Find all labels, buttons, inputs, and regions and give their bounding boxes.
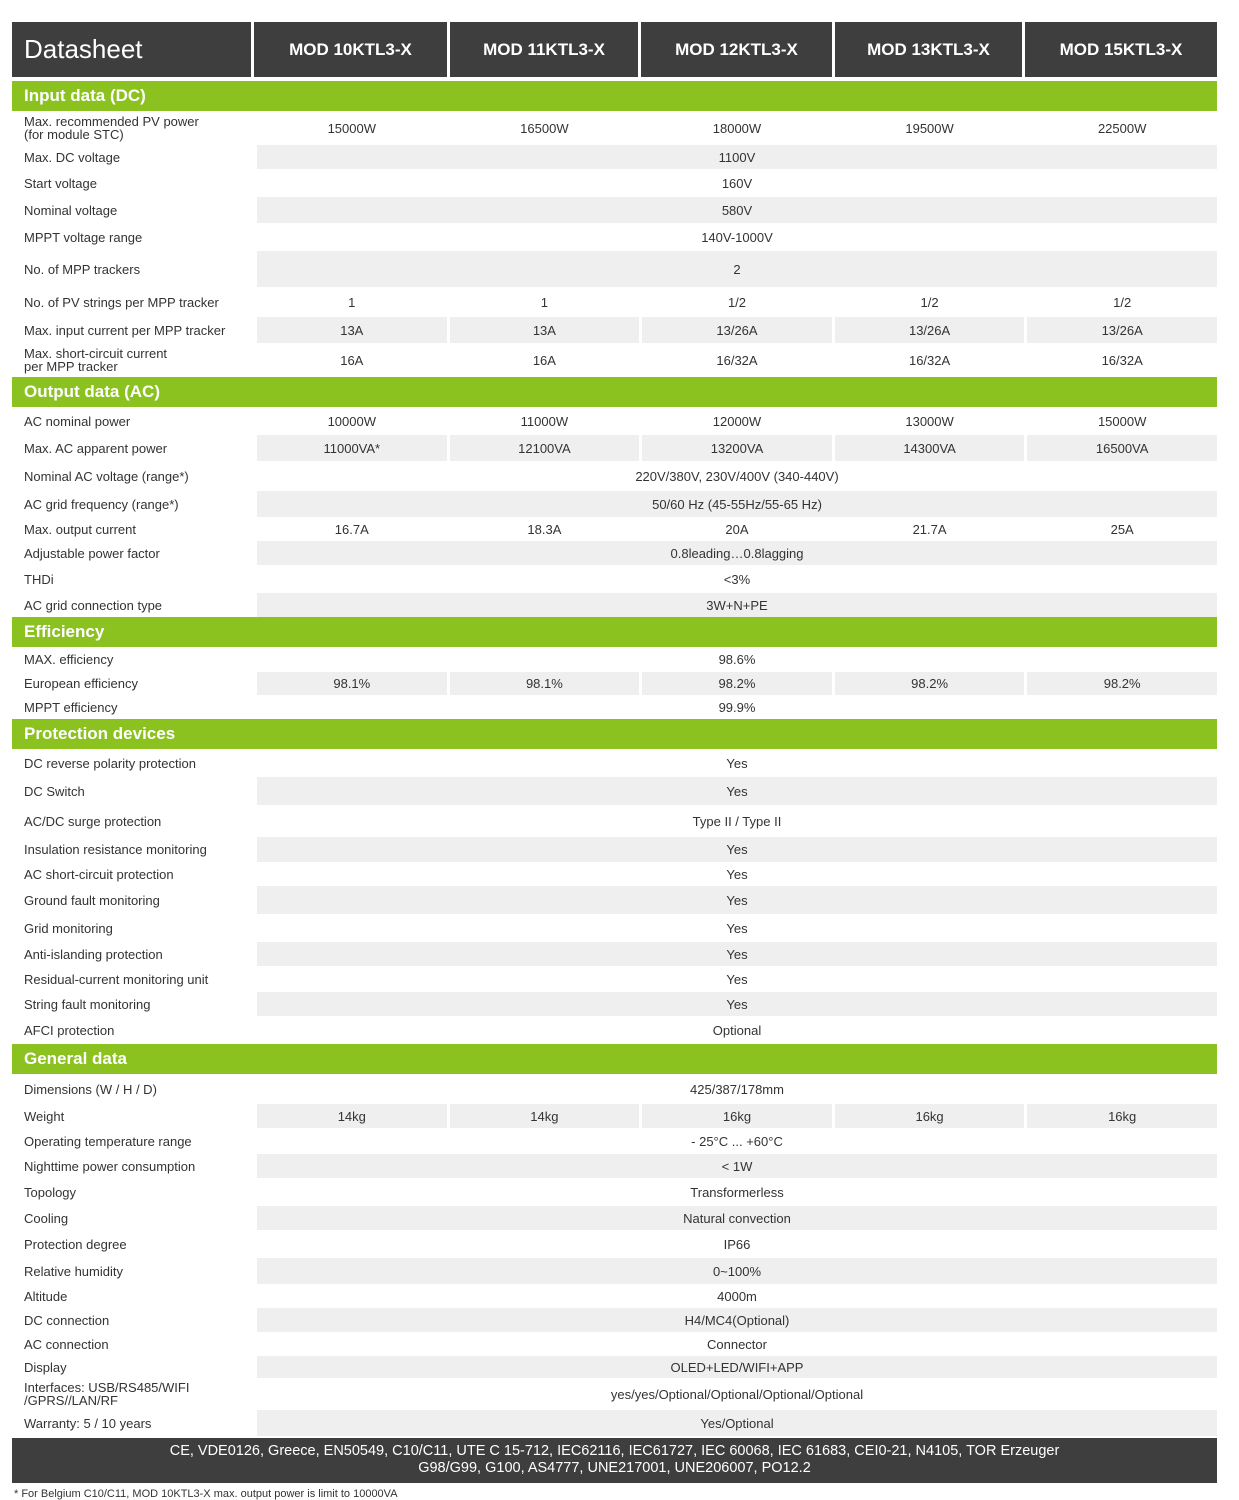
value-cell: 16/32A (908, 352, 951, 368)
row-label: MPPT efficiency (24, 699, 118, 715)
table-row (12, 1128, 1217, 1154)
value-cell-spanning: Natural convection (257, 1206, 1217, 1230)
value-cell-spanning: Yes/Optional (257, 1410, 1217, 1436)
row-label: DC reverse polarity protection (24, 755, 196, 771)
table-row (12, 491, 1217, 517)
row-values (254, 145, 1217, 169)
value-cell-spanning: OLED+LED/WIFI+APP (257, 1356, 1217, 1378)
row-label: Start voltage (24, 175, 97, 191)
value-cell-spanning: - 25°C ... +60°C (691, 1133, 783, 1149)
row-values (254, 1074, 1217, 1104)
row-label: AC nominal power (24, 413, 131, 429)
value-cell-spanning: 580V (257, 197, 1217, 223)
value-cell-spanning: 425/387/178mm (690, 1081, 784, 1097)
row-label: AC short-circuit protection (24, 866, 174, 882)
row-values (254, 169, 1217, 197)
row-label: MPPT voltage range (24, 229, 143, 245)
table-header (12, 22, 1217, 77)
table-row (12, 1356, 1217, 1378)
section-header: General data (12, 1044, 1217, 1074)
table-row (12, 749, 1217, 777)
table-row (12, 1074, 1217, 1104)
row-values (254, 862, 1217, 886)
row-values (254, 942, 1217, 966)
row-label: DC Switch (24, 783, 85, 799)
table-row (12, 862, 1217, 886)
row-label: String fault monitoring (24, 996, 151, 1012)
value-cell-spanning: 50/60 Hz (45-55Hz/55-65 Hz) (257, 491, 1217, 517)
row-values (254, 1284, 1217, 1308)
row-values (254, 914, 1217, 942)
table-row (12, 461, 1217, 491)
row-values (254, 1410, 1217, 1436)
value-cell: 13A (450, 317, 640, 343)
row-values (254, 749, 1217, 777)
row-values (254, 435, 1217, 461)
row-label: Max. DC voltage (24, 149, 121, 165)
row-values (254, 1154, 1217, 1178)
value-cell-spanning: Yes (257, 942, 1217, 966)
table-row (12, 695, 1217, 719)
row-label: Operating temperature range (24, 1133, 192, 1149)
value-cell-spanning: 99.9% (718, 699, 756, 715)
table-row (12, 111, 1217, 145)
table-row (12, 565, 1217, 593)
footnote: * For Belgium C10/C11, MOD 10KTL3-X max. output power is limit to 10000VA (14, 1488, 398, 1500)
row-values (254, 287, 1217, 317)
row-values (254, 197, 1217, 223)
row-label: MAX. efficiency (24, 652, 114, 667)
table-row (12, 223, 1217, 251)
row-label: Ground fault monitoring (24, 892, 160, 908)
value-cell-spanning: IP66 (723, 1236, 751, 1252)
table-row (12, 992, 1217, 1016)
value-cell-spanning: 3W+N+PE (257, 593, 1217, 617)
value-cell-spanning: 4000m (717, 1288, 757, 1304)
row-label: Grid monitoring (24, 920, 113, 936)
row-label: THDi (24, 571, 54, 587)
value-cell-spanning: 220V/380V, 230V/400V (340-440V) (635, 468, 839, 484)
table-row (12, 914, 1217, 942)
row-values (254, 992, 1217, 1016)
value-cell-spanning: 0.8leading…0.8lagging (257, 541, 1217, 565)
row-label: Altitude (24, 1288, 68, 1304)
model-header-5: MOD 15KTL3-X (1025, 22, 1217, 77)
value-cell-spanning: 2 (257, 251, 1217, 287)
row-values (254, 407, 1217, 435)
section-header: Output data (AC) (12, 377, 1217, 407)
value-cell: 15000W (327, 120, 376, 136)
table-row (12, 1104, 1217, 1128)
table-row (12, 541, 1217, 565)
table-row (12, 1378, 1217, 1410)
row-values (254, 541, 1217, 565)
row-values (254, 565, 1217, 593)
row-label: Weight (24, 1108, 65, 1124)
row-values (254, 491, 1217, 517)
row-values (254, 777, 1217, 805)
value-cell-spanning: Yes (726, 755, 748, 771)
value-cell: 1 (540, 294, 548, 310)
value-cell: 98.2% (1027, 672, 1217, 695)
table-row (12, 517, 1217, 541)
row-label: AFCI protection (24, 1022, 115, 1038)
row-values (254, 1258, 1217, 1284)
value-cell: 16kg (642, 1104, 832, 1128)
value-cell: 14300VA (835, 435, 1025, 461)
value-cell: 11000VA* (257, 435, 447, 461)
value-cell: 15000W (1097, 413, 1147, 429)
table-row (12, 1154, 1217, 1178)
table-row (12, 435, 1217, 461)
row-label: Anti-islanding protection (24, 946, 163, 962)
table-row (12, 197, 1217, 223)
value-cell: 13/26A (835, 317, 1025, 343)
table-row (12, 169, 1217, 197)
row-values (254, 517, 1217, 541)
section-header: Protection devices (12, 719, 1217, 749)
table-row (12, 1016, 1217, 1044)
section-header: Input data (DC) (12, 81, 1217, 111)
row-label: Protection degree (24, 1236, 127, 1252)
value-cell: 18000W (712, 120, 762, 136)
value-cell: 98.2% (642, 672, 832, 695)
row-values (254, 593, 1217, 617)
value-cell-spanning: Optional (712, 1022, 762, 1038)
row-label: AC connection (24, 1336, 109, 1352)
row-values (254, 695, 1217, 719)
row-values (254, 1356, 1217, 1378)
value-cell: 19500W (905, 120, 954, 136)
value-cell: 1/2 (727, 294, 747, 310)
row-label: AC grid connection type (24, 597, 163, 613)
value-cell: 16500VA (1027, 435, 1217, 461)
table-row (12, 1178, 1217, 1206)
table-row (12, 837, 1217, 862)
row-values (254, 837, 1217, 862)
value-cell: 21.7A (912, 521, 947, 537)
value-cell: 13A (257, 317, 447, 343)
row-values (254, 1178, 1217, 1206)
model-header-1: MOD 10KTL3-X (254, 22, 447, 77)
value-cell: 98.2% (835, 672, 1025, 695)
table-row (12, 1230, 1217, 1258)
row-values (254, 672, 1217, 695)
row-values (254, 111, 1217, 145)
value-cell-spanning: < 1W (257, 1154, 1217, 1178)
table-row (12, 647, 1217, 672)
row-label: Insulation resistance monitoring (24, 842, 207, 857)
table-row (12, 1410, 1217, 1436)
row-values (254, 1378, 1217, 1410)
value-cell: 16kg (835, 1104, 1025, 1128)
table-row (12, 593, 1217, 617)
row-label: Cooling (24, 1210, 69, 1226)
row-values (254, 317, 1217, 343)
row-label: DC connection (24, 1312, 110, 1328)
value-cell: 1 (348, 294, 356, 310)
value-cell-spanning: Connector (707, 1336, 767, 1352)
value-cell: 12000W (712, 413, 762, 429)
value-cell-spanning: H4/MC4(Optional) (257, 1308, 1217, 1332)
table-row (12, 966, 1217, 992)
value-cell-spanning: <3% (723, 571, 751, 587)
row-label: AC/DC surge protection (24, 813, 162, 829)
table-row (12, 407, 1217, 435)
value-cell: 13200VA (642, 435, 832, 461)
row-label: Display (24, 1359, 67, 1375)
value-cell-spanning: 140V-1000V (701, 229, 773, 245)
table-row (12, 317, 1217, 343)
value-cell: 10000W (327, 413, 376, 429)
value-cell-spanning: Transformerless (690, 1184, 784, 1200)
value-cell: 13000W (905, 413, 954, 429)
row-label: Dimensions (W / H / D) (24, 1081, 157, 1097)
value-cell: 22500W (1097, 120, 1147, 136)
row-values (254, 1128, 1217, 1154)
value-cell: 98.1% (257, 672, 447, 695)
value-cell: 16kg (1027, 1104, 1217, 1128)
row-label: Nighttime power consumption (24, 1158, 196, 1174)
value-cell-spanning: yes/yes/Optional/Optional/Optional/Optional (610, 1386, 864, 1402)
table-body (12, 81, 1217, 1436)
datasheet-table (12, 22, 1217, 1483)
table-row (12, 886, 1217, 914)
value-cell: 16/32A (716, 352, 758, 368)
row-label: Adjustable power factor (24, 545, 160, 561)
value-cell: 16.7A (334, 521, 369, 537)
value-cell: 12100VA (450, 435, 640, 461)
value-cell-spanning: 160V (721, 175, 753, 191)
row-label: AC grid frequency (range*) (24, 496, 179, 512)
row-label: Relative humidity (24, 1263, 123, 1279)
row-values (254, 1332, 1217, 1356)
row-values (254, 805, 1217, 837)
value-cell-spanning: Yes (726, 971, 748, 987)
row-values (254, 1230, 1217, 1258)
table-row (12, 287, 1217, 317)
value-cell-spanning: Yes (726, 866, 748, 882)
row-label: Warranty: 5 / 10 years (24, 1415, 152, 1431)
row-values (254, 1016, 1217, 1044)
table-row (12, 145, 1217, 169)
table-row (12, 777, 1217, 805)
row-label: Nominal AC voltage (range*) (24, 468, 189, 484)
row-label: Interfaces: USB/RS485/WIFI /GPRS//LAN/RF (24, 1380, 190, 1408)
row-values (254, 1104, 1217, 1128)
row-label: Max. recommended PV power (for module STC) (24, 114, 199, 142)
value-cell: 18.3A (527, 521, 562, 537)
row-values (254, 251, 1217, 287)
value-cell: 14kg (450, 1104, 640, 1128)
value-cell: 13/26A (642, 317, 832, 343)
value-cell: 25A (1110, 521, 1134, 537)
row-label: Topology (24, 1184, 77, 1200)
row-values (254, 461, 1217, 491)
model-header-3: MOD 12KTL3-X (641, 22, 832, 77)
row-label: Max. output current (24, 521, 136, 537)
value-cell-spanning: 0~100% (257, 1258, 1217, 1284)
section-header: Efficiency (12, 617, 1217, 647)
value-cell: 1/2 (1113, 294, 1132, 310)
row-label: Max. AC apparent power (24, 440, 168, 456)
value-cell: 16500W (520, 120, 569, 136)
row-values (254, 966, 1217, 992)
value-cell-spanning: Type II / Type II (692, 813, 782, 829)
row-values (254, 1308, 1217, 1332)
row-label: No. of MPP trackers (24, 261, 141, 277)
value-cell-spanning: Yes (257, 886, 1217, 914)
value-cell: 16A (340, 352, 364, 368)
value-cell: 13/26A (1027, 317, 1217, 343)
value-cell-spanning: Yes (257, 777, 1217, 805)
model-header-2: MOD 11KTL3-X (450, 22, 638, 77)
row-label: European efficiency (24, 676, 138, 691)
table-row (12, 942, 1217, 966)
table-row (12, 1206, 1217, 1230)
row-label: Residual-current monitoring unit (24, 971, 209, 987)
row-label: No. of PV strings per MPP tracker (24, 294, 219, 310)
row-values (254, 223, 1217, 251)
row-values (254, 343, 1217, 377)
value-cell: 98.1% (450, 672, 640, 695)
certifications-line-1: CE, VDE0126, Greece, EN50549, C10/C11, UTE C 15-712, IEC62116, IEC61727, IEC 60068, IEC 61683, CEI0-21, N4105, TOR Erzeuger (169, 1443, 1060, 1459)
certifications-line-2: G98/G99, G100, AS4777, UNE217001, UNE206007, PO12.2 (418, 1460, 811, 1476)
table-row (12, 1308, 1217, 1332)
value-cell-spanning: 1100V (257, 145, 1217, 169)
value-cell-spanning: Yes (726, 920, 748, 936)
table-row (12, 343, 1217, 377)
value-cell: 16/32A (1101, 352, 1143, 368)
value-cell: 20A (725, 521, 749, 537)
value-cell: 11000W (520, 413, 569, 429)
value-cell: 14kg (257, 1104, 447, 1128)
value-cell-spanning: Yes (257, 992, 1217, 1016)
datasheet-title: Datasheet (12, 22, 251, 77)
row-label: Nominal voltage (24, 202, 118, 218)
certifications-footer (12, 1438, 1217, 1483)
model-header-4: MOD 13KTL3-X (835, 22, 1022, 77)
table-row (12, 805, 1217, 837)
value-cell-spanning: Yes (257, 837, 1217, 862)
table-row (12, 251, 1217, 287)
value-cell-spanning: 98.6% (718, 652, 756, 667)
value-cell: 1/2 (920, 294, 939, 310)
row-label: Max. input current per MPP tracker (24, 322, 226, 338)
row-values (254, 1206, 1217, 1230)
table-row (12, 1258, 1217, 1284)
value-cell: 16A (532, 352, 556, 368)
table-row (12, 672, 1217, 695)
table-row (12, 1332, 1217, 1356)
table-row (12, 1284, 1217, 1308)
row-values (254, 647, 1217, 672)
row-label: Max. short-circuit current per MPP tracker (24, 346, 168, 374)
row-values (254, 886, 1217, 914)
